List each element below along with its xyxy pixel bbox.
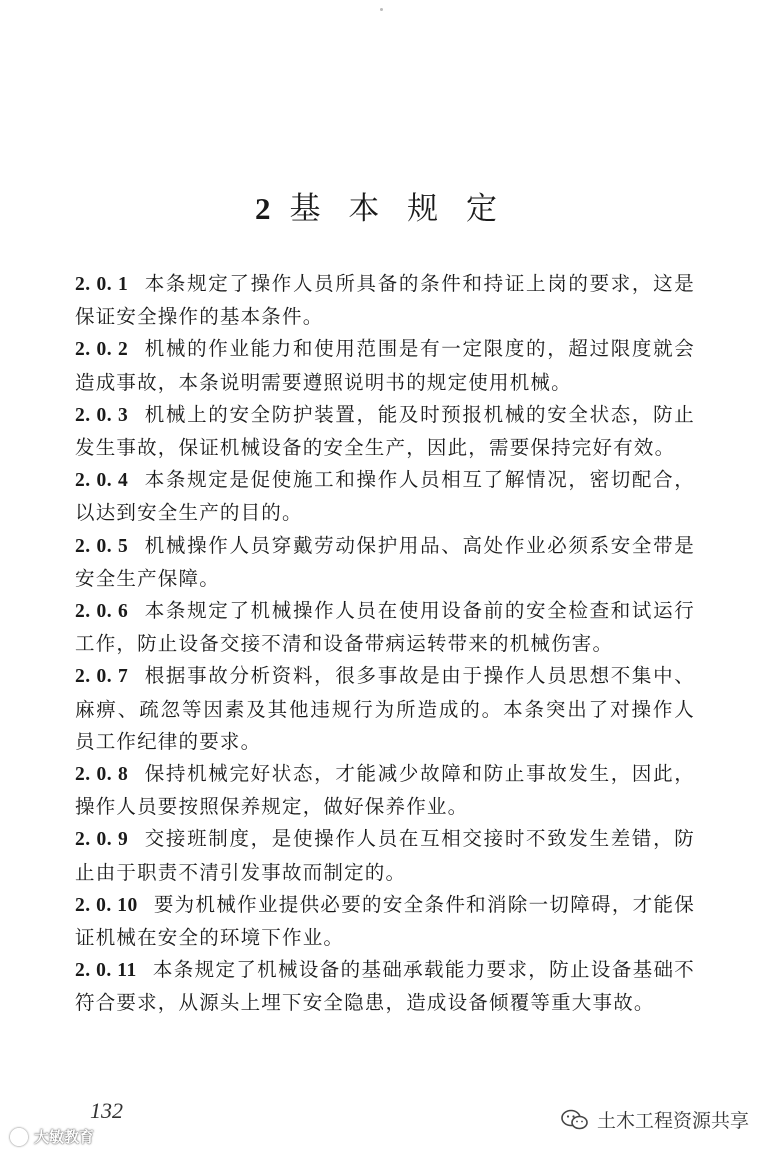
clause-number: 2. 0. 8 <box>75 764 129 786</box>
clause-2-0-11 <box>75 954 695 1019</box>
clause-number: 2. 0. 2 <box>75 339 129 361</box>
clause-text: 本条规定是促使施工和操作人员相互了解情况，密切配合，以达到安全生产的目的。 <box>75 468 695 525</box>
clause-number: 2. 0. 11 <box>75 960 137 982</box>
clause-number: 2. 0. 6 <box>75 601 129 623</box>
clause-2-0-10 <box>75 889 695 954</box>
page-number: 132 <box>90 1098 123 1123</box>
clause-text: 交接班制度，是使操作人员在互相交接时不致发生差错，防止由于职责不清引发事故而制定的。 <box>75 827 695 884</box>
watermark-right <box>561 1106 749 1133</box>
clause-2-0-2 <box>75 333 695 398</box>
watermark-logo-icon <box>10 1128 28 1146</box>
clause-2-0-7 <box>75 660 695 758</box>
clause-list <box>75 268 695 1020</box>
clause-text: 本条规定了操作人员所具备的条件和持证上岗的要求，这是保证安全操作的基本条件。 <box>75 272 695 329</box>
clause-number: 2. 0. 7 <box>75 666 129 688</box>
clause-number: 2. 0. 9 <box>75 829 129 851</box>
clause-2-0-6 <box>75 595 695 660</box>
clause-text: 保持机械完好状态，才能减少故障和防止事故发生，因此，操作人员要按照保养规定，做好保养作业。 <box>75 762 695 819</box>
clause-text: 要为机械作业提供必要的安全条件和消除一切障碍，才能保证机械在安全的环境下作业。 <box>75 892 696 950</box>
chapter-heading <box>0 183 761 228</box>
clause-text: 本条规定了机械设备的基础承载能力要求，防止设备基础不符合要求，从源头上埋下安全隐患，造成设备倾覆等重大事故。 <box>75 958 695 1015</box>
page-top-mark <box>380 8 383 11</box>
wechat-icon <box>561 1109 589 1131</box>
watermark-left <box>10 1126 94 1147</box>
clause-text: 本条规定了机械操作人员在使用设备前的安全检查和试运行工作，防止设备交接不清和设备带病运转带来的机械伤害。 <box>75 599 695 656</box>
watermark-left-text: 大敏教育 <box>34 1128 95 1146</box>
clause-number: 2. 0. 5 <box>75 535 129 557</box>
clause-2-0-3 <box>75 399 695 464</box>
clause-number: 2. 0. 4 <box>75 470 129 492</box>
clause-text: 机械上的安全防护装置，能及时预报机械的安全状态，防止发生事故，保证机械设备的安全生产，因此，需要保持完好有效。 <box>75 402 695 460</box>
clause-text: 机械操作人员穿戴劳动保护用品、高处作业必须系安全带是安全生产保障。 <box>75 533 695 590</box>
chapter-title: 基 本 规 定 <box>289 191 507 227</box>
clause-2-0-5 <box>75 530 695 595</box>
clause-number: 2. 0. 10 <box>75 894 138 916</box>
clause-2-0-8 <box>75 758 695 823</box>
clause-text: 根据事故分析资料，很多事故是由于操作人员思想不集中、麻痹、疏忽等因素及其他违规行为所造成的。本条突出了对操作人员工作纪律的要求。 <box>75 664 695 753</box>
clause-number: 2. 0. 1 <box>75 274 129 295</box>
clause-text: 机械的作业能力和使用范围是有一定限度的，超过限度就会造成事故，本条说明需要遵照说明书的规定使用机械。 <box>75 337 695 394</box>
watermark-right-text: 土木工程资源共享 <box>596 1110 749 1132</box>
clause-2-0-9 <box>75 823 695 888</box>
clause-number: 2. 0. 3 <box>75 404 129 426</box>
clause-2-0-4 <box>75 464 695 529</box>
clause-2-0-1 <box>75 268 695 333</box>
chapter-number: 2 <box>254 191 280 226</box>
